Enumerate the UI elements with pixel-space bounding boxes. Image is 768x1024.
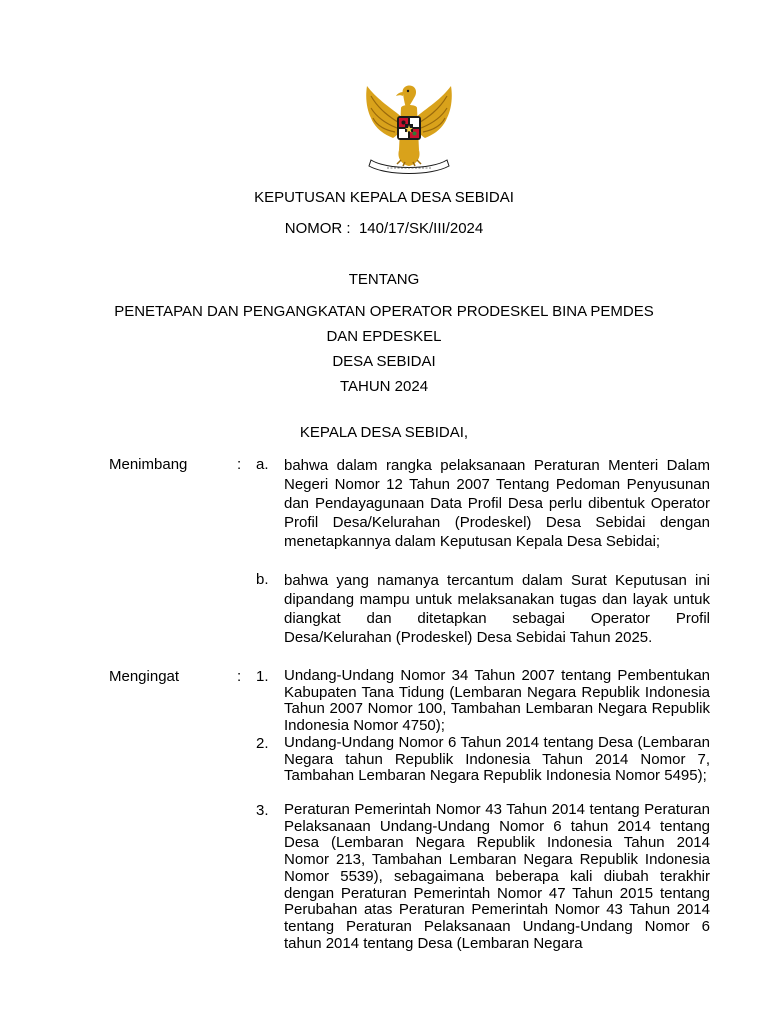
menimbang-item-marker: b.: [256, 571, 269, 588]
decree-subject-line: PENETAPAN DAN PENGANGKATAN OPERATOR PRODESKEL BINA PEMDES: [114, 303, 654, 320]
menimbang-item-text: bahwa yang namanya tercantum dalam Surat Keputusan ini dipandang mampu untuk melaksanakan tugas dan layak untuk diangkat dan ditetapkan sebagai Operator Profil Desa/Kelurahan (Prodeskel) Desa Sebidai Tahun 2025.: [284, 572, 710, 646]
decree-number-label: NOMOR :: [284, 220, 351, 237]
decree-about: TENTANG: [348, 271, 420, 288]
menimbang-item-marker: a.: [256, 456, 269, 473]
mengingat-item-text: Undang-Undang Nomor 6 Tahun 2014 tentang Desa (Lembaran Negara tahun Republik Indonesia Tahun 2014 Nomor 7, Tambahan Lembaran Negara Republik Indonesia Nomor 5495);: [284, 734, 710, 785]
garuda-emblem-icon: [357, 80, 461, 178]
decree-number-value: 140/17/SK/III/2024: [358, 220, 484, 237]
menimbang-label: Menimbang: [109, 456, 188, 473]
official-title: KEPALA DESA SEBIDAI,: [299, 424, 469, 441]
menimbang-item-text: bahwa dalam rangka pelaksanaan Peraturan Menteri Dalam Negeri Nomor 12 Tahun 2007 Tentang Pedoman Penyusunan dan Pendayagunaan Data Profil Desa perlu dibentuk Operator Profil Desa/Kelurahan (Prodeskel) Desa Sebidai dengan menetapkannya dalam Keputusan Kepala Desa Sebidai;: [284, 457, 710, 550]
decree-number: [0, 220, 768, 238]
decree-subject-line: TAHUN 2024: [339, 378, 429, 395]
mengingat-colon: :: [237, 668, 242, 685]
mengingat-item-text: Peraturan Pemerintah Nomor 43 Tahun 2014 tentang Peraturan Pelaksanaan Undang-Undang Nomor 6 tahun 2014 tentang Desa (Lembaran Negara Republik Indonesia Tahun 2014 Nomor 213, Tambahan Lembaran Negara Republik Indonesia Nomor 5539), sebagaimana beberapa kali diubah terakhir dengan Peraturan Pemerintah Nomor 47 Tahun 2015 tentang Perubahan atas Peraturan Pemerintah Nomor 43 Tahun 2014 tentang Peraturan Pelaksanaan Undang-Undang Nomor 6 tahun 2014 tentang Desa (Lembaran Negara: [284, 801, 710, 952]
decree-subject-line: DAN EPDESKEL: [326, 328, 442, 345]
menimbang-colon: :: [237, 456, 242, 473]
mengingat-label: Mengingat: [109, 668, 180, 685]
mengingat-item-text: Undang-Undang Nomor 34 Tahun 2007 tentang Pembentukan Kabupaten Tana Tidung (Lembaran Negara Republik Indonesia Tahun 2007 Nomor 100, Tambahan Lembaran Negara Republik Indonesia Nomor 4750);: [284, 667, 710, 735]
mengingat-item-marker: 2.: [256, 735, 269, 752]
mengingat-item-marker: 3.: [256, 802, 269, 819]
decree-subject-line: DESA SEBIDAI: [332, 353, 436, 370]
decree-title: KEPUTUSAN KEPALA DESA SEBIDAI: [254, 189, 514, 206]
mengingat-item-marker: 1.: [256, 668, 269, 685]
